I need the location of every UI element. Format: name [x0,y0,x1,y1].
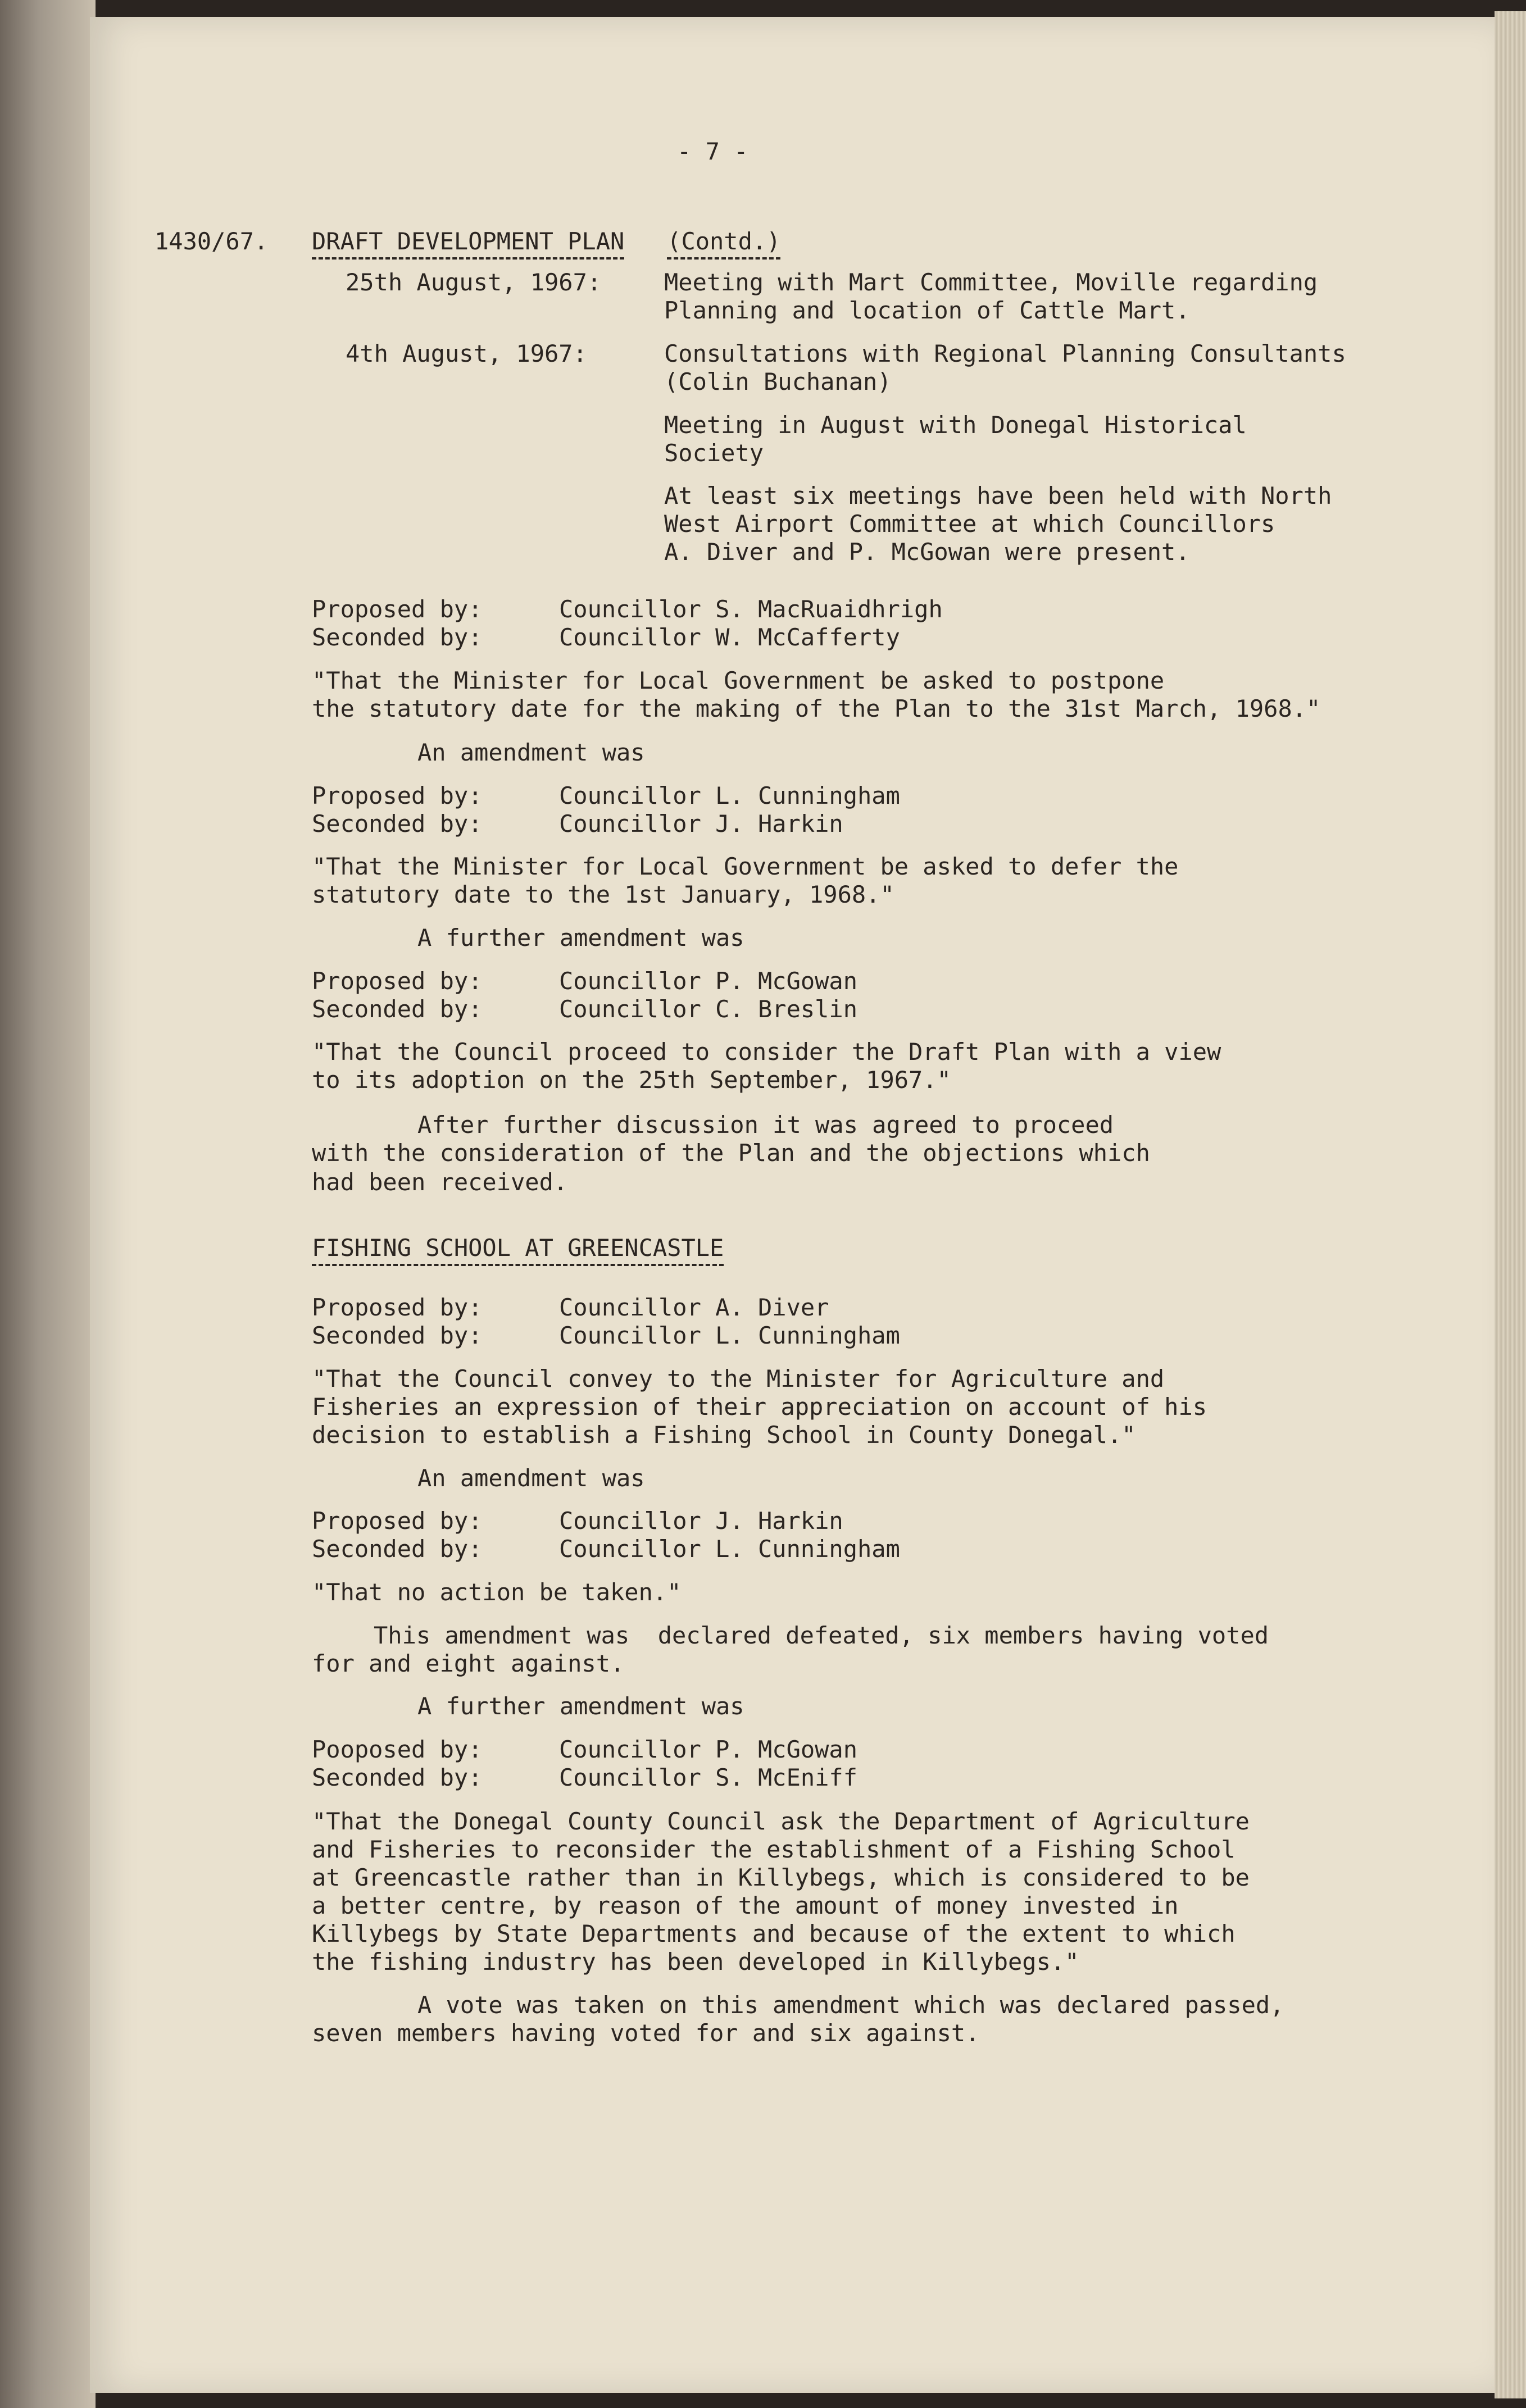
proposed-label: Pooposed by: [312,1736,483,1763]
seconded-label: Seconded by: [312,995,483,1023]
entry-date: 4th August, 1967: [346,340,587,367]
motion-text: a better centre, by reason of the amount of money invested in [312,1892,1179,1919]
motion-text: decision to establish a Fishing School in County Donegal." [312,1421,1136,1449]
motion-text: the statutory date for the making of the Plan to the 31st March, 1968." [312,695,1321,722]
entry-line: Society [664,439,764,467]
section-heading-draft-plan: DRAFT DEVELOPMENT PLAN (Contd.) [312,227,780,256]
entry-line: West Airport Committee at which Councillors [664,510,1275,538]
conclusion-text: After further discussion it was agreed to proceed [417,1111,1114,1139]
page-edges [1495,11,1526,2398]
entry-line: Planning and location of Cattle Mart. [664,297,1190,324]
amendment-intro: An amendment was [417,739,645,766]
proposed-label: Proposed by: [312,967,483,995]
proposer: Councillor L. Cunningham [559,782,900,809]
proposer: Councillor P. McGowan [559,967,858,995]
vote-note: A vote was taken on this amendment which was declared passed, [417,1991,1284,2019]
seconded-label: Seconded by: [312,1764,483,1791]
section-heading-fishing-school: FISHING SCHOOL AT GREENCASTLE [312,1234,724,1262]
entry-line: Meeting in August with Donegal Historical [664,411,1247,439]
seconded-label: Seconded by: [312,623,483,651]
motion-text: Killybegs by State Departments and because of the extent to which [312,1920,1236,1947]
motion-text: "That the Council convey to the Minister for Agriculture and [312,1365,1165,1392]
minute-ref-number: 1430/67. [155,227,269,255]
proposed-label: Proposed by: [312,782,483,809]
seconder: Councillor J. Harkin [559,810,843,837]
motion-text: Fisheries an expression of their appreciation on account of his [312,1393,1207,1421]
motion-text: and Fisheries to reconsider the establishment of a Fishing School [312,1836,1236,1863]
entry-line: Meeting with Mart Committee, Moville regarding [664,268,1318,296]
entry-line: Consultations with Regional Planning Consultants [664,340,1346,367]
entry-line: At least six meetings have been held with North [664,482,1332,509]
proposed-label: Proposed by: [312,1507,483,1535]
motion-text: to its adoption on the 25th September, 1967." [312,1066,951,1094]
motion-text: "That the Minister for Local Government be asked to postpone [312,667,1165,694]
further-amendment-intro: A further amendment was [417,1692,744,1720]
motion-text: the fishing industry has been developed in Killybegs." [312,1948,1079,1975]
seconded-label: Seconded by: [312,1535,483,1563]
seconder: Councillor C. Breslin [559,995,858,1023]
proposed-label: Proposed by: [312,595,483,623]
conclusion-text: with the consideration of the Plan and the objections which [312,1139,1150,1167]
vote-note: seven members having voted for and six against. [312,2019,980,2047]
book-spine [0,0,96,2408]
proposer: Councillor A. Diver [559,1294,829,1321]
seconder: Councillor L. Cunningham [559,1322,900,1349]
entry-line: A. Diver and P. McGowan were present. [664,538,1190,566]
motion-text: "That no action be taken." [312,1578,682,1606]
seconder: Councillor S. McEniff [559,1764,858,1791]
defeat-note: This amendment was declared defeated, six members having voted [374,1622,1269,1649]
motion-text: "That the Donegal County Council ask the Department of Agriculture [312,1808,1250,1835]
seconded-label: Seconded by: [312,1322,483,1349]
defeat-note: for and eight against. [312,1650,625,1677]
proposed-label: Proposed by: [312,1294,483,1321]
motion-text: at Greencastle rather than in Killybegs, which is considered to be [312,1864,1250,1891]
entry-date: 25th August, 1967: [346,268,602,296]
seconder: Councillor W. McCafferty [559,623,900,651]
proposer: Councillor P. McGowan [559,1736,858,1763]
motion-text: "That the Minister for Local Government be asked to defer the [312,853,1179,880]
motion-text: statutory date to the 1st January, 1968." [312,881,894,908]
conclusion-text: had been received. [312,1168,568,1196]
seconded-label: Seconded by: [312,810,483,837]
motion-text: "That the Council proceed to consider the Draft Plan with a view [312,1038,1221,1066]
amendment-intro: An amendment was [417,1464,645,1492]
entry-line: (Colin Buchanan) [664,368,892,395]
seconder: Councillor L. Cunningham [559,1535,900,1563]
proposer: Councillor J. Harkin [559,1507,843,1535]
proposer: Councillor S. MacRuaidhrigh [559,595,943,623]
page-number: - 7 - [677,138,748,165]
further-amendment-intro: A further amendment was [417,924,744,952]
